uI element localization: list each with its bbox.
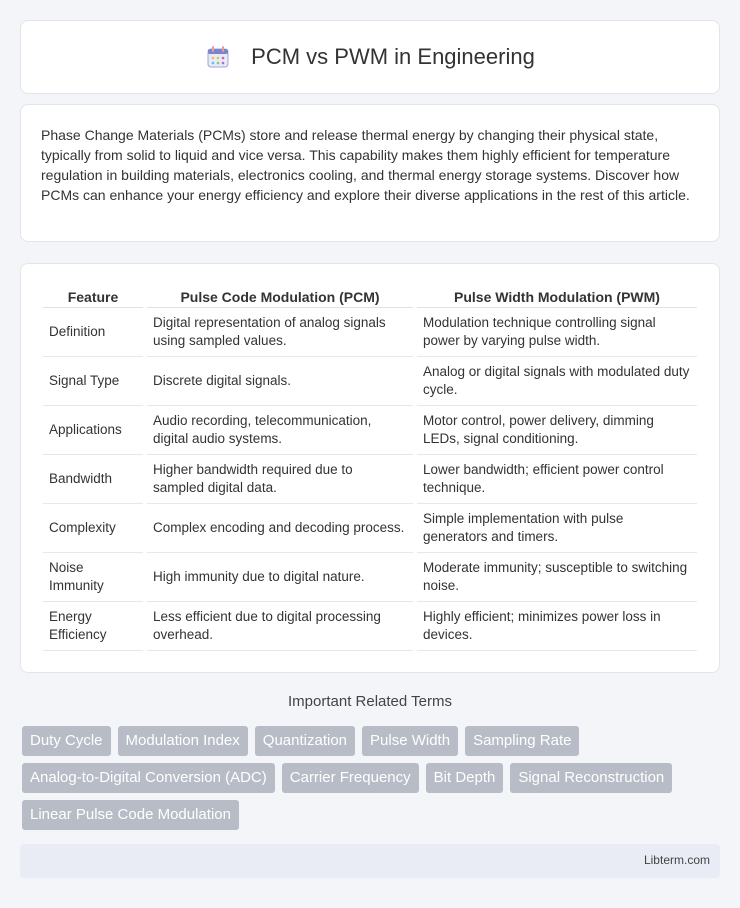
- table-row: [43, 308, 697, 357]
- table-cell-feature: Applications: [43, 406, 143, 455]
- table-cell-pcm: Less efficient due to digital processing overhead.: [147, 602, 413, 651]
- column-header-pcm: Pulse Code Modulation (PCM): [147, 284, 413, 308]
- table-cell-pwm: Motor control, power delivery, dimming LEDs, signal conditioning.: [417, 406, 697, 455]
- table-cell-pwm: Analog or digital signals with modulated duty cycle.: [417, 357, 697, 406]
- table-row: [43, 357, 697, 406]
- table-cell-pwm: Simple implementation with pulse generators and timers.: [417, 504, 697, 553]
- table-cell-pcm: Digital representation of analog signals using sampled values.: [147, 308, 413, 357]
- table-row: [43, 455, 697, 504]
- comparison-table-card: [20, 263, 720, 673]
- footer: [20, 844, 720, 878]
- table-cell-pcm: Audio recording, telecommunication, digital audio systems.: [147, 406, 413, 455]
- table-cell-feature: Signal Type: [43, 357, 143, 406]
- table-cell-pwm: Lower bandwidth; efficient power control technique.: [417, 455, 697, 504]
- table-cell-pwm: Modulation technique controlling signal power by varying pulse width.: [417, 308, 697, 357]
- tag-carrier-frequency[interactable]: Carrier Frequency: [282, 763, 419, 793]
- tag-sampling-rate[interactable]: Sampling Rate: [465, 726, 579, 756]
- table-cell-pcm: Complex encoding and decoding process.: [147, 504, 413, 553]
- table-row: [43, 406, 697, 455]
- table-cell-feature: Definition: [43, 308, 143, 357]
- table-cell-feature: Energy Efficiency: [43, 602, 143, 651]
- header-card: [20, 20, 720, 94]
- calendar-icon: [205, 44, 231, 70]
- table-cell-pcm: Higher bandwidth required due to sampled digital data.: [147, 455, 413, 504]
- table-cell-pcm: Discrete digital signals.: [147, 357, 413, 406]
- table-cell-pwm: Moderate immunity; susceptible to switching noise.: [417, 553, 697, 602]
- table-cell-feature: Bandwidth: [43, 455, 143, 504]
- column-header-pwm: Pulse Width Modulation (PWM): [417, 284, 697, 308]
- table-cell-pwm: Highly efficient; minimizes power loss in devices.: [417, 602, 697, 651]
- related-terms-title: Important Related Terms: [288, 693, 452, 710]
- tag-signal-reconstruction[interactable]: Signal Reconstruction: [510, 763, 672, 793]
- tag-quantization[interactable]: Quantization: [255, 726, 355, 756]
- table-cell-feature: Complexity: [43, 504, 143, 553]
- footer-brand-link[interactable]: Libterm.com: [643, 853, 710, 867]
- table-row: [43, 602, 697, 651]
- tag-pulse-width[interactable]: Pulse Width: [362, 726, 458, 756]
- table-cell-feature: Noise Immunity: [43, 553, 143, 602]
- tag-modulation-index[interactable]: Modulation Index: [118, 726, 248, 756]
- tag-linear-pcm[interactable]: Linear Pulse Code Modulation: [22, 800, 239, 830]
- table-row: [43, 553, 697, 602]
- table-header-row: [43, 284, 697, 308]
- tag-duty-cycle[interactable]: Duty Cycle: [22, 726, 111, 756]
- tag-bit-depth[interactable]: Bit Depth: [426, 763, 504, 793]
- table-cell-pcm: High immunity due to digital nature.: [147, 553, 413, 602]
- related-terms-section: [20, 693, 720, 710]
- column-header-feature: Feature: [43, 284, 143, 308]
- comparison-table: [39, 284, 701, 651]
- tag-adc[interactable]: Analog-to-Digital Conversion (ADC): [22, 763, 275, 793]
- intro-card: [20, 104, 720, 242]
- page-title: PCM vs PWM in Engineering: [251, 44, 535, 69]
- table-row: [43, 504, 697, 553]
- intro-text: Phase Change Materials (PCMs) store and release thermal energy by changing their physical state, typically from solid to liquid and vice versa. This capability makes them highly efficient for temperature regulation in building materials, electronics cooling, and thermal energy storage systems. Discover how PCMs can enhance your energy efficiency and explore their diverse applications in the rest of this article.: [41, 127, 690, 203]
- related-terms-tags: [22, 726, 722, 830]
